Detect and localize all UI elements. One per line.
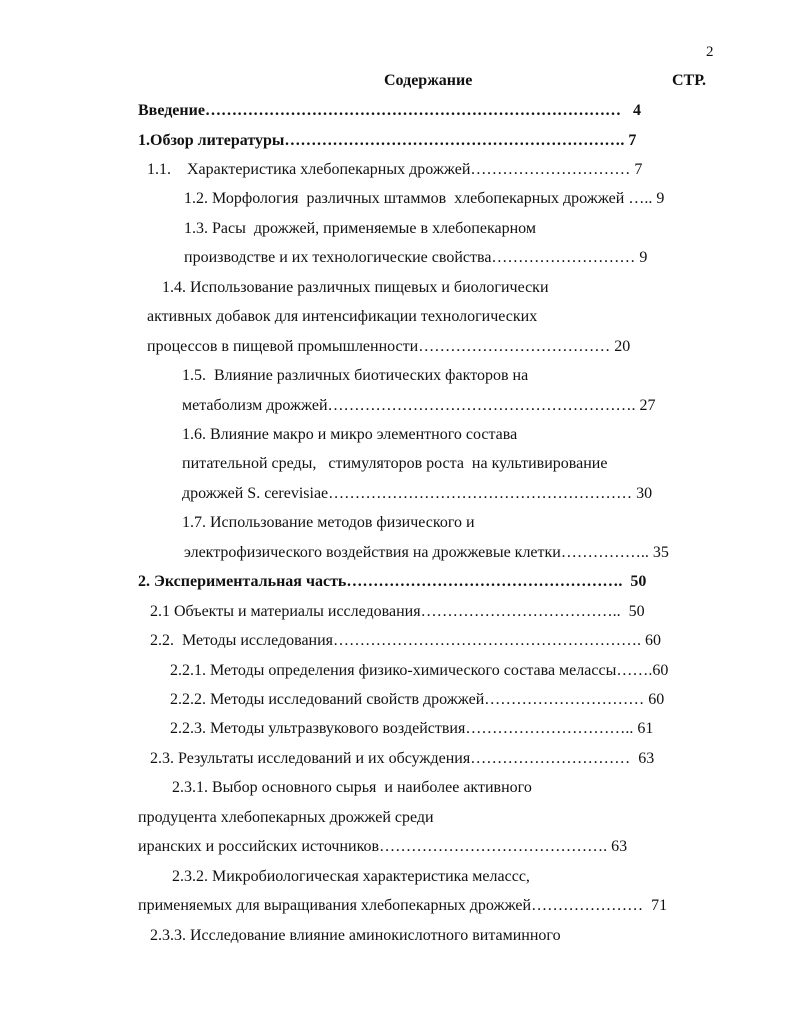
toc-line-2-1: 2.1 Объекты и материалы исследования……………………………….. 50 xyxy=(150,603,645,620)
toc-line-1-3-cont: производстве и их технологические свойства……………………… 9 xyxy=(184,249,648,266)
toc-line-1-7: 1.7. Использование методов физического и xyxy=(182,514,475,531)
toc-line-intro: Введение…………………………………………………………………… 4 xyxy=(138,102,641,119)
toc-line-2-3-2: 2.3.2. Микробиологическая характеристика мелассс, xyxy=(172,868,530,885)
toc-line-2-3-2-cont: применяемых для выращивания хлебопекарных дрожжей………………… 71 xyxy=(138,897,668,914)
toc-line-2-3-1: 2.3.1. Выбор основного сырья и наиболее активного xyxy=(172,779,532,796)
toc-line-2-3-1-cont-2: иранских и российских источников……………………………………. 63 xyxy=(138,838,628,855)
toc-line-1-4-cont-1: активных добавок для интенсификации технологических xyxy=(147,308,538,325)
toc-line-1: 1.Обзор литературы………………………………………………………. 7 xyxy=(138,132,637,149)
toc-line-2-3: 2.3. Результаты исследований и их обсуждения………………………… 63 xyxy=(150,750,655,767)
toc-line-2-3-1-cont-1: продуцента хлебопекарных дрожжей среди xyxy=(138,809,434,826)
toc-line-1-6-cont-2: дрожжей S. cerevisiae………………………………………………… 30 xyxy=(182,485,653,502)
page-number: 2 xyxy=(706,44,714,60)
toc-line-1-4-cont-2: процессов в пищевой промышленности……………………………… 20 xyxy=(147,338,631,355)
page-title: Содержание xyxy=(384,72,473,89)
toc-line-1-1: 1.1. Характеристика хлебопекарных дрожжей………………………… 7 xyxy=(147,161,643,178)
toc-line-1-5-cont: метаболизм дрожжей…………………………………………………. 27 xyxy=(182,397,656,414)
toc-line-1-7-cont: электрофизического воздействия на дрожжевые клетки…………….. 35 xyxy=(184,544,669,561)
toc-line-2-2-2: 2.2.2. Методы исследований свойств дрожжей………………………… 60 xyxy=(170,691,665,708)
toc-line-1-3: 1.3. Расы дрожжей, применяемые в хлебопекарном xyxy=(184,220,536,237)
toc-line-1-5: 1.5. Влияние различных биотических факторов на xyxy=(182,367,529,384)
toc-line-1-6-cont-1: питательной среды, стимуляторов роста на культивирование xyxy=(182,455,608,472)
toc-line-2-3-3: 2.3.3. Исследование влияние аминокислотного витаминного xyxy=(150,927,561,944)
toc-line-2: 2. Экспериментальная часть……………………………………………. 50 xyxy=(138,573,647,590)
toc-line-2-2-3: 2.2.3. Методы ультразвукового воздействия………………………….. 61 xyxy=(170,720,654,737)
toc-line-1-6: 1.6. Влияние макро и микро элементного состава xyxy=(182,426,518,443)
toc-line-1-4: 1.4. Использование различных пищевых и биологически xyxy=(162,279,549,296)
toc-line-1-2: 1.2. Морфология различных штаммов хлебопекарных дрожжей ….. 9 xyxy=(184,190,665,207)
toc-line-2-2-1: 2.2.1. Методы определения физико-химического состава мелассы…….60 xyxy=(170,662,669,679)
toc-line-2-2: 2.2. Методы исследования…………………………………………………. 60 xyxy=(150,632,662,649)
page-column-label: СТР. xyxy=(672,72,706,89)
